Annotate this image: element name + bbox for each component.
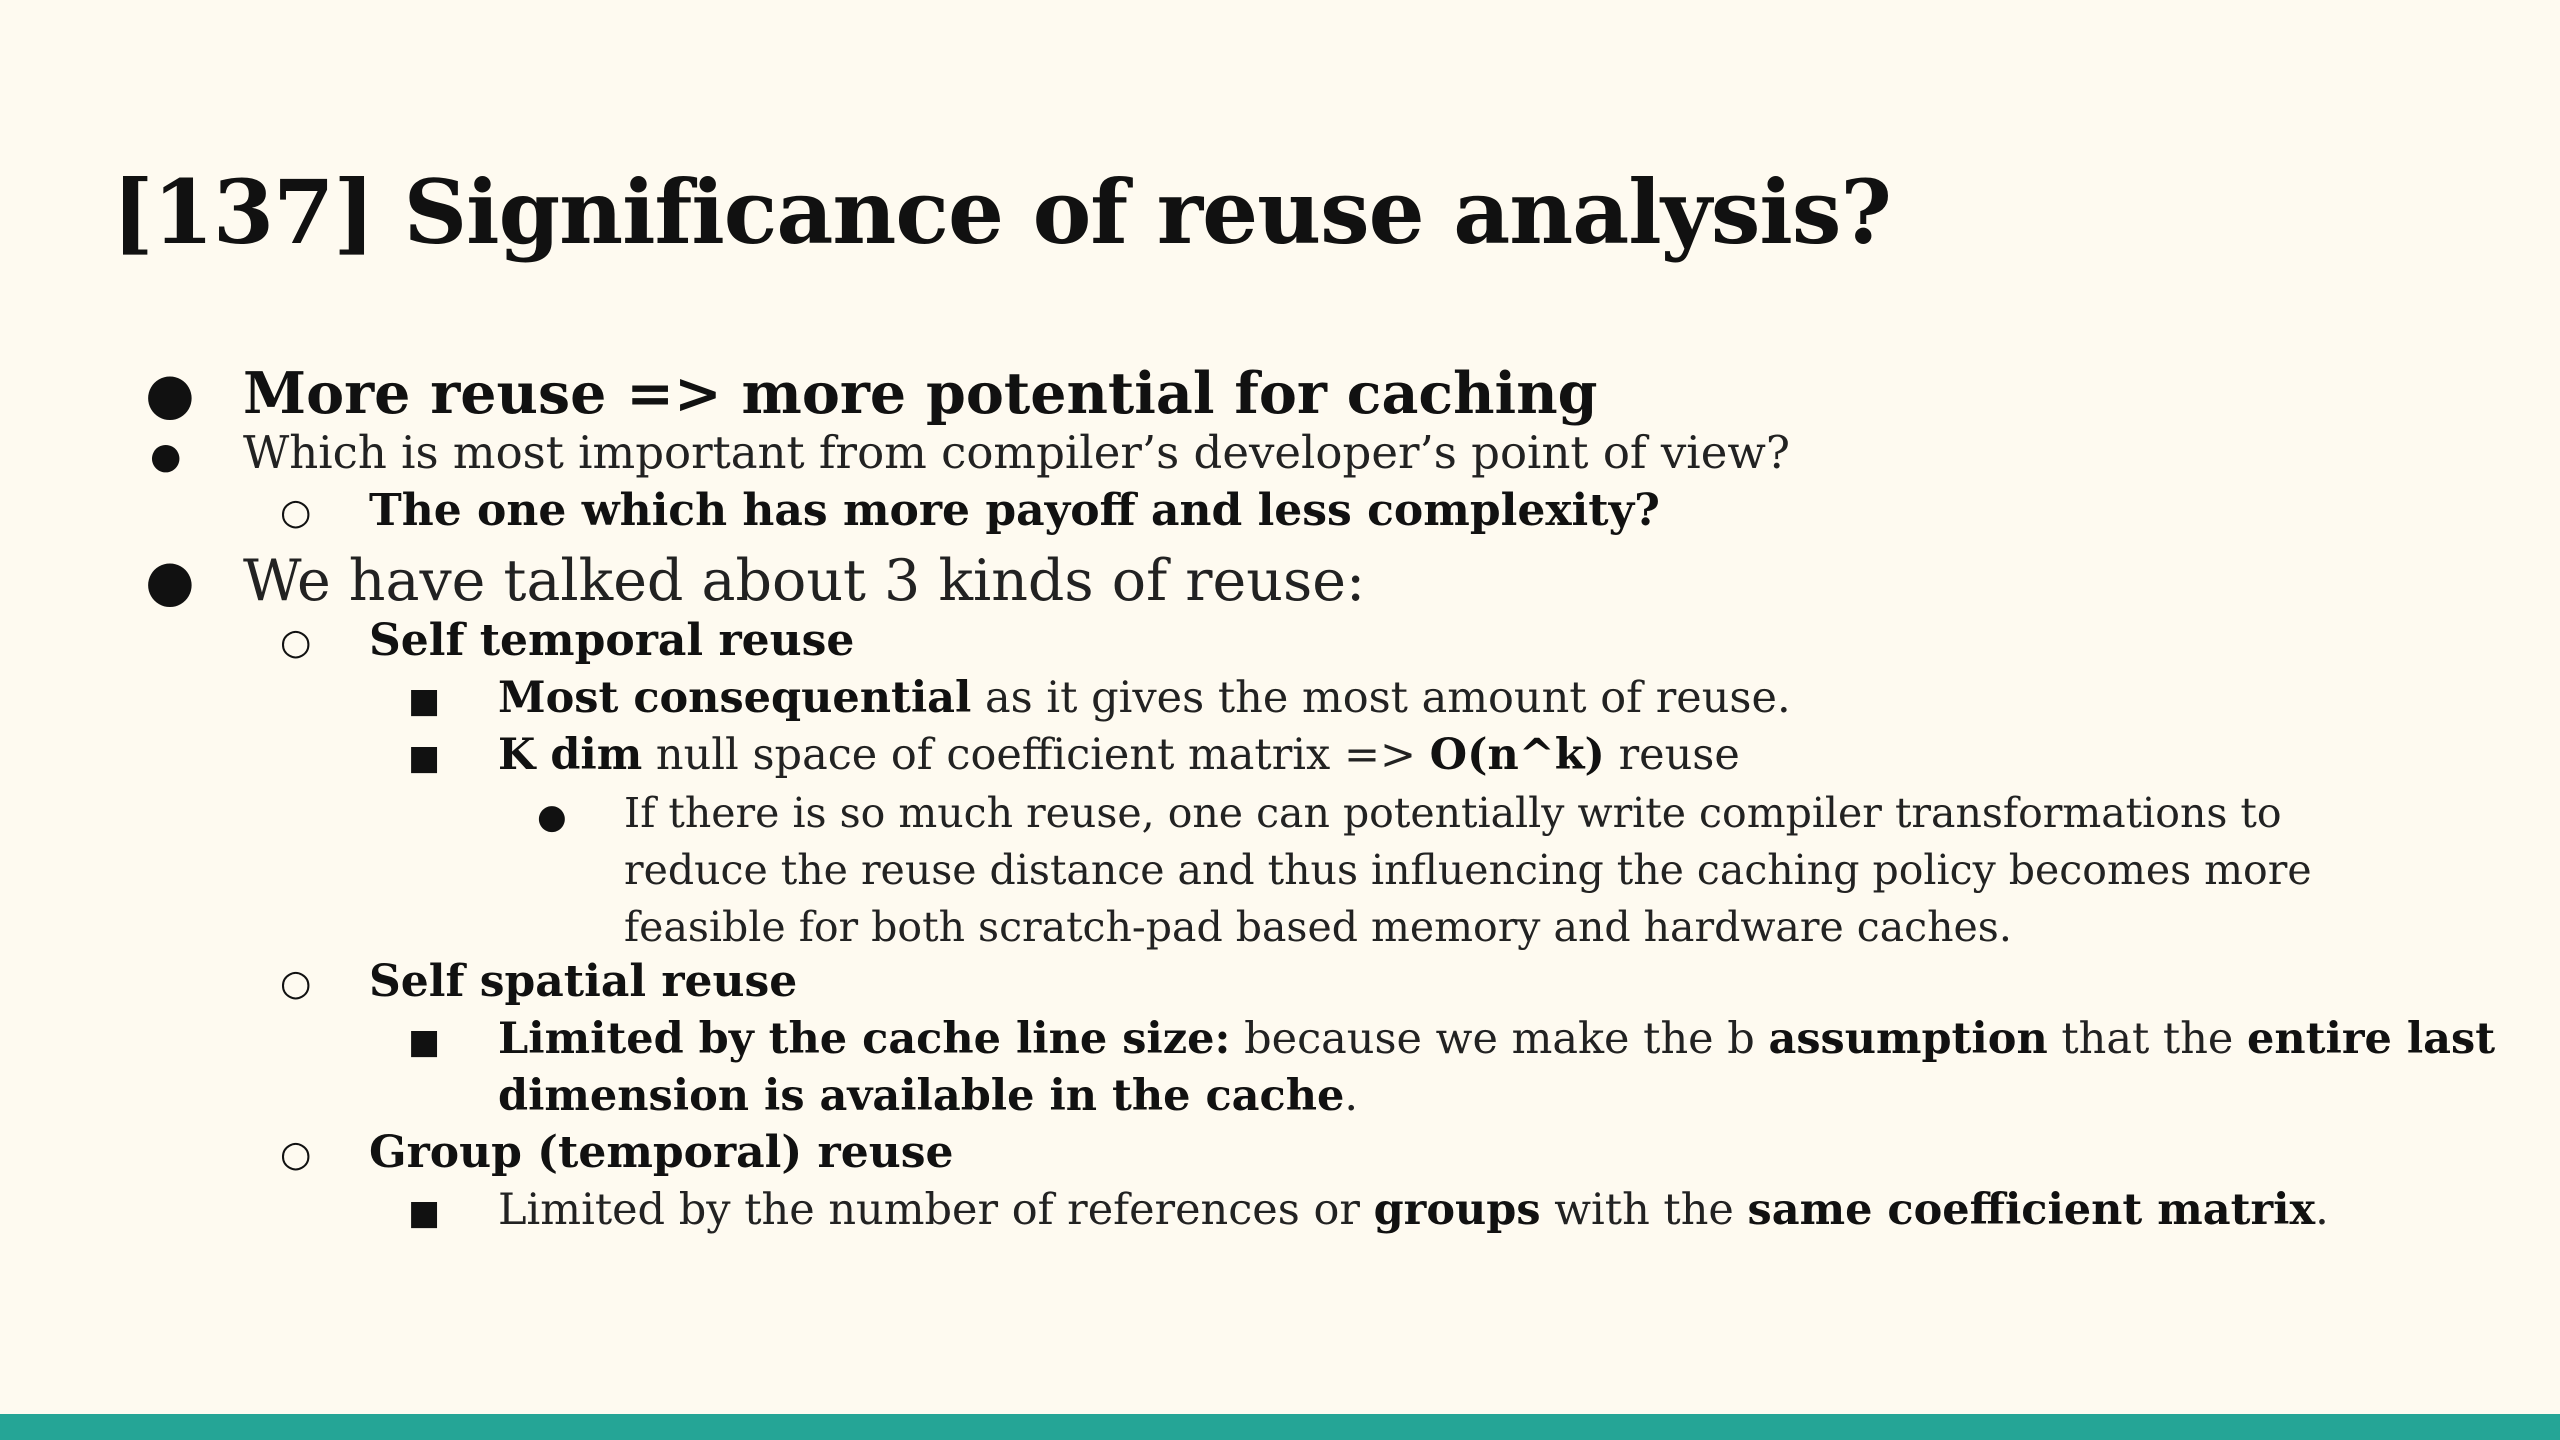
self-temporal-heading: Self temporal reuse [369,615,855,666]
group-temporal-item [498,1182,2329,1239]
bullet-square-icon: ■ [408,1193,441,1233]
plain-text: as it gives the most amount of reuse. [971,673,1791,723]
plain-text: because we make the b [1230,1014,1769,1064]
bold-text: O(n^k) [1429,730,1605,780]
self-spatial-item-line-1 [498,1011,2495,1068]
bullet-filled-circle-icon: ● [145,548,195,614]
bullet-square-icon: ■ [408,681,441,721]
bullet-three-kinds-of-reuse: We have talked about 3 kinds of reuse: [243,548,1366,614]
slide-title: [137] Significance of reuse analysis? [112,160,1891,264]
plain-text: that the [2047,1014,2248,1064]
bullet-hollow-circle-icon: ○ [280,492,312,533]
group-temporal-heading: Group (temporal) reuse [369,1127,954,1178]
plain-text: . [1344,1071,1359,1121]
detail-line-3: feasible for both scratch-pad based memory and hardware caches. [624,903,2012,951]
plain-text: reuse [1604,730,1740,780]
bold-text: assumption [1768,1014,2048,1064]
detail-line-2: reduce the reuse distance and thus influencing the caching policy becomes more [624,846,2312,894]
bullet-hollow-circle-icon: ○ [280,963,312,1004]
bullet-which-most-important: Which is most important from compiler’s developer’s point of view? [243,426,1790,479]
bullet-filled-circle-icon: ● [145,361,195,427]
bullet-square-icon: ■ [408,738,441,778]
self-spatial-heading: Self spatial reuse [369,956,798,1007]
bold-text: Limited by the cache line size: [498,1014,1231,1064]
self-temporal-item-k-dim [498,727,1740,784]
self-temporal-item-consequential [498,670,1791,727]
bullet-hollow-circle-icon: ○ [280,622,312,663]
bold-text: same coefficient matrix [1747,1185,2316,1235]
plain-text: with the [1540,1185,1748,1235]
sub-bullet-payoff: The one which has more payoff and less complexity? [369,485,1660,536]
bottom-accent-bar [0,1414,2560,1440]
detail-line-1: If there is so much reuse, one can potentially write compiler transformations to [624,789,2282,837]
plain-text: . [2315,1185,2329,1235]
bullet-filled-circle-icon: ● [537,797,567,837]
bold-text: K dim [498,730,643,780]
plain-text: Limited by the number of references or [498,1185,1374,1235]
bullet-filled-circle-icon: ● [150,436,182,477]
bullet-hollow-circle-icon: ○ [280,1134,312,1175]
bold-text: Most consequential [498,673,972,723]
bullet-square-icon: ■ [408,1022,441,1062]
bold-text: groups [1373,1185,1541,1235]
bullet-more-reuse: More reuse => more potential for caching [243,360,1598,427]
bold-text: entire last [2247,1014,2496,1064]
self-spatial-item-line-2 [498,1068,1358,1125]
bold-text: dimension is available in the cache [498,1071,1345,1121]
plain-text: null space of coefficient matrix => [642,730,1430,780]
